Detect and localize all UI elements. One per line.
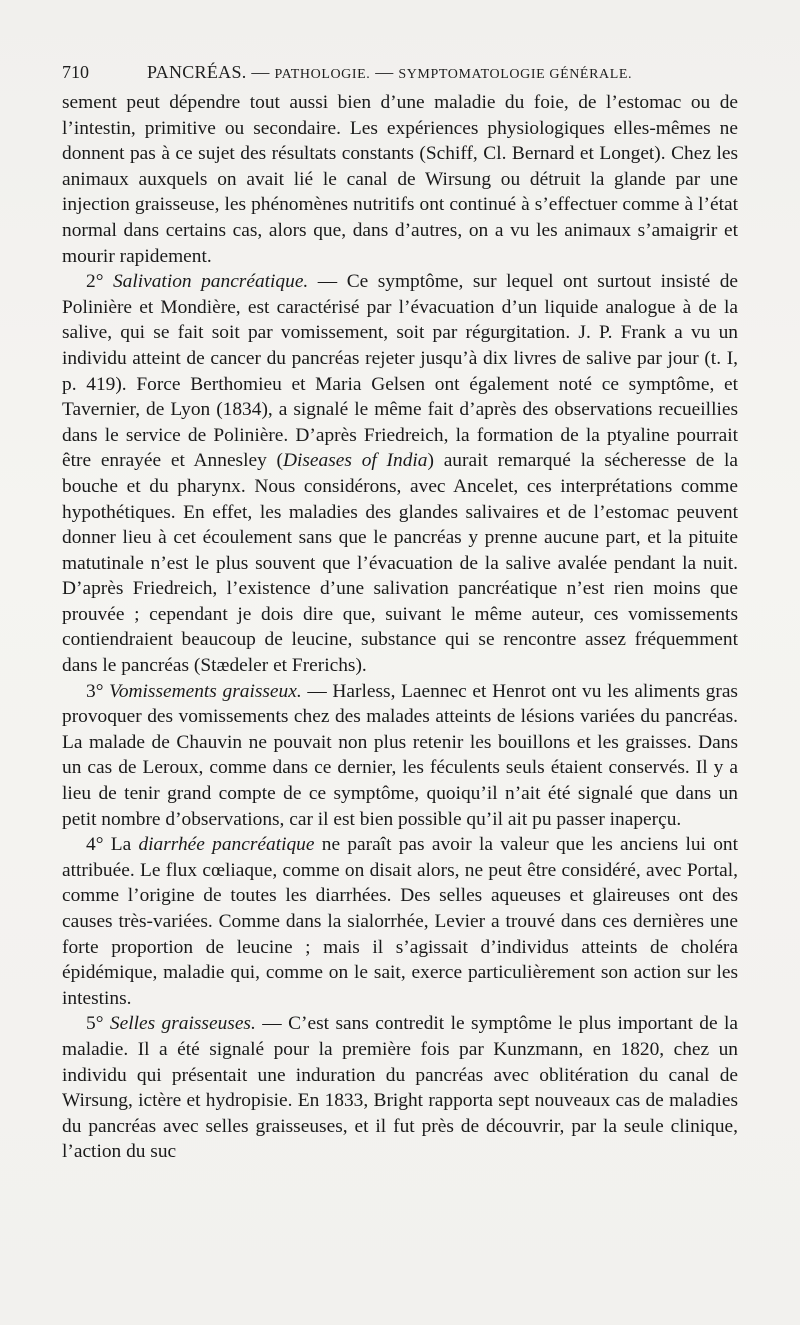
paragraph-diarrhee xyxy=(62,832,738,1011)
paragraph-vomissements xyxy=(62,679,738,833)
paragraph-text: ne paraît pas avoir la valeur que les anciens lui ont attribuée. Le flux cœliaque, comme on disait alors, ne peut être considéré, avec Portal, comme l’origine de toutes les diarrhées. Des selles aqueuses et glaireuses ont des causes très-variées. Comme dans la sialorrhée, Levier a trouvé dans ces dernières une forte proportion de leucine ; mais il s’agissait d’individus atteints de choléra épidémique, maladie qui, comme on le sait, exerce particulièrement son action sur les intestins. xyxy=(62,834,738,1009)
section-heading: Vomissements graisseux. xyxy=(109,680,302,702)
section-heading: diarrhée pancréatique xyxy=(138,834,315,856)
paragraph-continuation xyxy=(62,90,738,269)
running-title-separator: — xyxy=(246,62,275,82)
page-number: 710 xyxy=(62,62,89,82)
running-title-separator: — xyxy=(370,62,399,82)
running-header xyxy=(62,58,738,88)
running-title-subsection: SYMPTOMATOLOGIE GÉNÉRALE. xyxy=(398,67,633,82)
paragraph-text: — C’est sans contredit le symptôme le plus important de la maladie. Il a été signalé pour la première fois par Kunzmann, en 1820, chez un individu qui présentait une induration du pancréas avec oblitération du canal de Wirsung, ictère et hydropisie. En 1833, Bright rapporta sept nouveaux cas de maladies du pancréas avec selles graisseuses, et il fut près de découvrir, par la seule clinique, l’action du suc xyxy=(62,1013,738,1163)
body-text xyxy=(62,90,738,1165)
section-number: 5° xyxy=(86,1013,110,1035)
paragraph-salivation xyxy=(62,269,738,679)
paragraph-text: sement peut dépendre tout aussi bien d’une maladie du foie, de l’estomac ou de l’intestin, primitive ou secondaire. Les expériences physiologiques elles-mêmes ne donnent pas à ce sujet des résultats constants (Schiff, Cl. Bernard et Longet). Chez les animaux auxquels on avait lié le canal de Wirsung ou détruit la glande par une injection graisseuse, les phénomènes nutritifs ont continué à s’effectuer comme à l’état normal dans certains cas, alors que, dans d’autres, on a vu les animaux s’amaigrir et mourir rapidement. xyxy=(62,92,738,267)
paragraph-text: ) aurait remarqué la sécheresse de la bouche et du pharynx. Nous considérons, avec Ancelet, ces interprétations comme hypothétiques. En effet, les maladies des glandes salivaires et de l’estomac peuvent donner lieu à cet écoulement sans que le pancréas y prenne aucune part, et la pituite matutinale n’est le plus souvent que l’évacuation de la salive avalée pendant la nuit. D’après Friedreich, l’existence d’une salivation pancréatique n’est rien moins que prouvée ; cependant je dois dire que, suivant le même auteur, ces vomissements contiendraient beaucoup de leucine, substance qui se rencontre assez fréquemment dans le pancréas (Stædeler et Frerichs). xyxy=(62,450,738,677)
section-heading: Selles graisseuses. xyxy=(109,1013,256,1035)
section-heading: Salivation pancréatique. xyxy=(112,271,309,293)
section-number: 4° La xyxy=(86,834,139,856)
book-title: Diseases of India xyxy=(283,450,428,472)
paragraph-selles xyxy=(62,1011,738,1165)
running-title xyxy=(147,58,632,89)
section-number: 2° xyxy=(86,271,113,293)
running-title-main: PANCRÉAS. xyxy=(147,62,247,82)
running-title-section: PATHOLOGIE. xyxy=(274,67,371,82)
paragraph-text: — Harless, Laennec et Henrot ont vu les aliments gras provoquer des vomissements chez des malades atteints de lésions variées du pancréas. La malade de Chauvin ne pouvait non plus retenir les bouillons et les graisses. Dans un cas de Leroux, comme dans ce dernier, les féculents seuls étaient conservés. Il y a lieu de tenir grand compte de ce symptôme, quoiqu’il n’ait été signalé que dans un petit nombre d’observations, car il est bien possible qu’il ait pu passer inaperçu. xyxy=(62,680,738,830)
section-number: 3° xyxy=(86,680,110,702)
paragraph-text: — Ce symptôme, sur lequel ont surtout insisté de Polinière et Mondière, est caractérisé par l’évacuation d’un liquide analogue à de la salive, qui se fait soit par vomissement, soit par régurgitation. J. P. Frank a vu un individu atteint de cancer du pancréas rejeter jusqu’à dix livres de salive par jour (t. I, p. 419). Force Berthomieu et Maria Gelsen ont également noté ce symptôme, et Tavernier, de Lyon (1834), a signalé le même fait d’après des observations recueillies dans le service de Polinière. D’après Friedreich, la formation de la ptyaline pourrait être enrayée et Annesley ( xyxy=(62,271,739,472)
